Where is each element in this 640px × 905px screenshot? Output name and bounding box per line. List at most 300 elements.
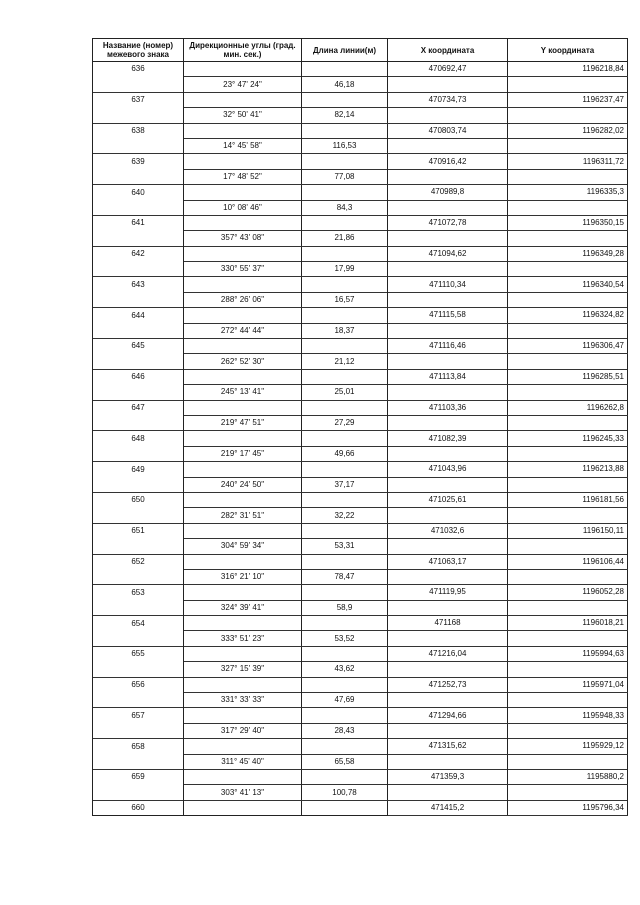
header-name: Название (номер) межевого знака: [93, 39, 184, 62]
y-coordinate-cell: 1196237,47: [508, 92, 628, 107]
empty-cell: [388, 138, 508, 153]
table-row: [93, 492, 628, 507]
line-length-cell: 27,29: [302, 415, 388, 430]
empty-cell: [93, 169, 184, 184]
empty-cell: [388, 508, 508, 523]
line-length-cell: 43,62: [302, 662, 388, 677]
empty-cell: [184, 123, 302, 138]
x-coordinate-cell: 471359,3: [388, 769, 508, 784]
y-coordinate-cell: 1196306,47: [508, 339, 628, 354]
empty-cell: [388, 77, 508, 92]
y-coordinate-cell: 1196052,28: [508, 585, 628, 600]
point-name-cell: 647: [93, 400, 184, 415]
direction-angle-cell: 303° 41' 13": [184, 785, 302, 800]
line-length-cell: 16,57: [302, 292, 388, 307]
empty-cell: [508, 323, 628, 338]
table-row: [93, 62, 628, 77]
empty-cell: [93, 600, 184, 615]
table-row: [93, 739, 628, 754]
y-coordinate-cell: 1196181,56: [508, 492, 628, 507]
line-length-cell: 78,47: [302, 569, 388, 584]
point-name-cell: 652: [93, 554, 184, 569]
empty-cell: [388, 600, 508, 615]
empty-cell: [93, 231, 184, 246]
direction-angle-cell: 17° 48' 52": [184, 169, 302, 184]
empty-cell: [508, 723, 628, 738]
direction-angle-cell: 14° 45' 58": [184, 138, 302, 153]
x-coordinate-cell: 470989,8: [388, 185, 508, 200]
empty-cell: [388, 477, 508, 492]
empty-cell: [302, 154, 388, 169]
x-coordinate-cell: 470916,42: [388, 154, 508, 169]
empty-cell: [508, 200, 628, 215]
table-row: [93, 800, 628, 815]
empty-cell: [93, 200, 184, 215]
direction-angle-cell: 288° 26' 06": [184, 292, 302, 307]
y-coordinate-cell: 1196311,72: [508, 154, 628, 169]
header-angle: Дирекционные углы (град. мин. сек.): [184, 39, 302, 62]
empty-cell: [508, 169, 628, 184]
empty-cell: [93, 631, 184, 646]
empty-cell: [184, 800, 302, 815]
empty-cell: [508, 508, 628, 523]
x-coordinate-cell: 471032,6: [388, 523, 508, 538]
empty-cell: [93, 446, 184, 461]
empty-cell: [388, 292, 508, 307]
empty-cell: [508, 477, 628, 492]
x-coordinate-cell: 471252,73: [388, 677, 508, 692]
line-length-cell: 84,3: [302, 200, 388, 215]
table-row: [93, 569, 628, 584]
direction-angle-cell: 331° 33' 33": [184, 693, 302, 708]
y-coordinate-cell: 1195994,63: [508, 646, 628, 661]
point-name-cell: 660: [93, 800, 184, 815]
empty-cell: [93, 785, 184, 800]
y-coordinate-cell: 1196282,02: [508, 123, 628, 138]
direction-angle-cell: 330° 55' 37": [184, 262, 302, 277]
empty-cell: [184, 585, 302, 600]
empty-cell: [302, 800, 388, 815]
direction-angle-cell: 262° 52' 30": [184, 354, 302, 369]
x-coordinate-cell: 471025,61: [388, 492, 508, 507]
table-row: [93, 308, 628, 323]
table-row: [93, 769, 628, 784]
direction-angle-cell: 327° 15' 39": [184, 662, 302, 677]
empty-cell: [302, 616, 388, 631]
empty-cell: [302, 554, 388, 569]
boundary-coordinates-table: [92, 38, 628, 816]
header-x: X координата: [388, 39, 508, 62]
y-coordinate-cell: 1196245,33: [508, 431, 628, 446]
empty-cell: [184, 492, 302, 507]
point-name-cell: 646: [93, 369, 184, 384]
empty-cell: [388, 693, 508, 708]
empty-cell: [388, 231, 508, 246]
empty-cell: [302, 431, 388, 446]
empty-cell: [184, 154, 302, 169]
empty-cell: [302, 246, 388, 261]
empty-cell: [388, 662, 508, 677]
empty-cell: [184, 769, 302, 784]
point-name-cell: 643: [93, 277, 184, 292]
table-row: [93, 231, 628, 246]
table-header-row: [93, 39, 628, 62]
line-length-cell: 47,69: [302, 693, 388, 708]
table-row: [93, 631, 628, 646]
empty-cell: [184, 523, 302, 538]
table-row: [93, 523, 628, 538]
empty-cell: [388, 108, 508, 123]
y-coordinate-cell: 1196350,15: [508, 215, 628, 230]
table-row: [93, 446, 628, 461]
empty-cell: [93, 323, 184, 338]
line-length-cell: 18,37: [302, 323, 388, 338]
direction-angle-cell: 219° 17' 45": [184, 446, 302, 461]
x-coordinate-cell: 471094,62: [388, 246, 508, 261]
table-row: [93, 616, 628, 631]
table-row: [93, 200, 628, 215]
table-row: [93, 339, 628, 354]
direction-angle-cell: 282° 31' 51": [184, 508, 302, 523]
empty-cell: [93, 262, 184, 277]
line-length-cell: 82,14: [302, 108, 388, 123]
empty-cell: [93, 539, 184, 554]
empty-cell: [508, 108, 628, 123]
point-name-cell: 638: [93, 123, 184, 138]
table-row: [93, 600, 628, 615]
table-row: [93, 677, 628, 692]
point-name-cell: 648: [93, 431, 184, 446]
y-coordinate-cell: 1196285,51: [508, 369, 628, 384]
empty-cell: [302, 677, 388, 692]
empty-cell: [508, 354, 628, 369]
empty-cell: [302, 215, 388, 230]
y-coordinate-cell: 1195948,33: [508, 708, 628, 723]
x-coordinate-cell: 471103,36: [388, 400, 508, 415]
empty-cell: [184, 708, 302, 723]
empty-cell: [302, 339, 388, 354]
empty-cell: [93, 754, 184, 769]
empty-cell: [302, 369, 388, 384]
line-length-cell: 53,52: [302, 631, 388, 646]
line-length-cell: 46,18: [302, 77, 388, 92]
direction-angle-cell: 324° 39' 41": [184, 600, 302, 615]
empty-cell: [388, 200, 508, 215]
empty-cell: [302, 185, 388, 200]
empty-cell: [93, 723, 184, 738]
empty-cell: [508, 231, 628, 246]
table-row: [93, 123, 628, 138]
direction-angle-cell: 272° 44' 44": [184, 323, 302, 338]
empty-cell: [302, 523, 388, 538]
empty-cell: [388, 169, 508, 184]
x-coordinate-cell: 470692,47: [388, 62, 508, 77]
direction-angle-cell: 311° 45' 40": [184, 754, 302, 769]
point-name-cell: 642: [93, 246, 184, 261]
point-name-cell: 640: [93, 185, 184, 200]
empty-cell: [508, 662, 628, 677]
point-name-cell: 645: [93, 339, 184, 354]
line-length-cell: 28,43: [302, 723, 388, 738]
table-row: [93, 662, 628, 677]
table-row: [93, 77, 628, 92]
table-row: [93, 415, 628, 430]
line-length-cell: 32,22: [302, 508, 388, 523]
y-coordinate-cell: 1196150,11: [508, 523, 628, 538]
empty-cell: [184, 215, 302, 230]
empty-cell: [508, 292, 628, 307]
table-row: [93, 108, 628, 123]
empty-cell: [302, 492, 388, 507]
empty-cell: [93, 662, 184, 677]
point-name-cell: 650: [93, 492, 184, 507]
empty-cell: [302, 646, 388, 661]
empty-cell: [302, 585, 388, 600]
x-coordinate-cell: 471315,62: [388, 739, 508, 754]
y-coordinate-cell: 1196218,84: [508, 62, 628, 77]
empty-cell: [184, 92, 302, 107]
table-row: [93, 477, 628, 492]
y-coordinate-cell: 1196213,88: [508, 462, 628, 477]
empty-cell: [93, 385, 184, 400]
point-name-cell: 644: [93, 308, 184, 323]
table-row: [93, 246, 628, 261]
empty-cell: [508, 77, 628, 92]
table-row: [93, 585, 628, 600]
empty-cell: [184, 462, 302, 477]
point-name-cell: 637: [93, 92, 184, 107]
table-row: [93, 262, 628, 277]
table-row: [93, 785, 628, 800]
direction-angle-cell: 357° 43' 08": [184, 231, 302, 246]
x-coordinate-cell: 471415,2: [388, 800, 508, 815]
line-length-cell: 58,9: [302, 600, 388, 615]
empty-cell: [302, 708, 388, 723]
x-coordinate-cell: 471116,46: [388, 339, 508, 354]
y-coordinate-cell: 1196106,44: [508, 554, 628, 569]
table-row: [93, 646, 628, 661]
y-coordinate-cell: 1196335,3: [508, 185, 628, 200]
empty-cell: [184, 431, 302, 446]
direction-angle-cell: 333° 51' 23": [184, 631, 302, 646]
empty-cell: [184, 400, 302, 415]
empty-cell: [93, 292, 184, 307]
table-row: [93, 323, 628, 338]
empty-cell: [184, 308, 302, 323]
empty-cell: [388, 631, 508, 646]
empty-cell: [388, 385, 508, 400]
table-row: [93, 693, 628, 708]
empty-cell: [184, 185, 302, 200]
empty-cell: [93, 415, 184, 430]
empty-cell: [388, 569, 508, 584]
table-row: [93, 539, 628, 554]
line-length-cell: 25,01: [302, 385, 388, 400]
direction-angle-cell: 219° 47' 51": [184, 415, 302, 430]
x-coordinate-cell: 471063,17: [388, 554, 508, 569]
empty-cell: [184, 369, 302, 384]
table-row: [93, 708, 628, 723]
x-coordinate-cell: 471115,58: [388, 308, 508, 323]
empty-cell: [184, 246, 302, 261]
empty-cell: [388, 354, 508, 369]
y-coordinate-cell: 1196349,28: [508, 246, 628, 261]
line-length-cell: 17,99: [302, 262, 388, 277]
x-coordinate-cell: 470803,74: [388, 123, 508, 138]
empty-cell: [388, 539, 508, 554]
x-coordinate-cell: 471216,04: [388, 646, 508, 661]
empty-cell: [184, 677, 302, 692]
line-length-cell: 49,66: [302, 446, 388, 461]
x-coordinate-cell: 471119,95: [388, 585, 508, 600]
x-coordinate-cell: 471168: [388, 616, 508, 631]
table-row: [93, 754, 628, 769]
empty-cell: [508, 569, 628, 584]
empty-cell: [93, 354, 184, 369]
empty-cell: [388, 723, 508, 738]
y-coordinate-cell: 1195929,12: [508, 739, 628, 754]
table-row: [93, 138, 628, 153]
y-coordinate-cell: 1195880,2: [508, 769, 628, 784]
x-coordinate-cell: 471294,66: [388, 708, 508, 723]
point-name-cell: 641: [93, 215, 184, 230]
line-length-cell: 37,17: [302, 477, 388, 492]
line-length-cell: 53,31: [302, 539, 388, 554]
empty-cell: [302, 62, 388, 77]
direction-angle-cell: 304° 59' 34": [184, 539, 302, 554]
empty-cell: [302, 123, 388, 138]
empty-cell: [184, 277, 302, 292]
point-name-cell: 649: [93, 462, 184, 477]
empty-cell: [388, 785, 508, 800]
empty-cell: [93, 508, 184, 523]
empty-cell: [93, 693, 184, 708]
point-name-cell: 658: [93, 739, 184, 754]
table-row: [93, 277, 628, 292]
y-coordinate-cell: 1195971,04: [508, 677, 628, 692]
table-row: [93, 554, 628, 569]
empty-cell: [388, 415, 508, 430]
empty-cell: [93, 138, 184, 153]
empty-cell: [508, 262, 628, 277]
x-coordinate-cell: 471110,34: [388, 277, 508, 292]
empty-cell: [508, 415, 628, 430]
table-row: [93, 723, 628, 738]
empty-cell: [388, 446, 508, 461]
empty-cell: [93, 77, 184, 92]
line-length-cell: 77,08: [302, 169, 388, 184]
empty-cell: [302, 462, 388, 477]
point-name-cell: 654: [93, 616, 184, 631]
table-row: [93, 92, 628, 107]
coordinates-sheet: [92, 38, 627, 816]
empty-cell: [508, 631, 628, 646]
direction-angle-cell: 10° 08' 46": [184, 200, 302, 215]
table-row: [93, 369, 628, 384]
empty-cell: [184, 339, 302, 354]
table-row: [93, 385, 628, 400]
line-length-cell: 21,12: [302, 354, 388, 369]
empty-cell: [508, 539, 628, 554]
empty-cell: [508, 693, 628, 708]
empty-cell: [184, 554, 302, 569]
x-coordinate-cell: 471082,39: [388, 431, 508, 446]
empty-cell: [508, 385, 628, 400]
point-name-cell: 639: [93, 154, 184, 169]
point-name-cell: 653: [93, 585, 184, 600]
direction-angle-cell: 317° 29' 40": [184, 723, 302, 738]
table-row: [93, 292, 628, 307]
direction-angle-cell: 245° 13' 41": [184, 385, 302, 400]
point-name-cell: 636: [93, 62, 184, 77]
table-row: [93, 462, 628, 477]
point-name-cell: 655: [93, 646, 184, 661]
header-length: Длина линии(м): [302, 39, 388, 62]
empty-cell: [93, 569, 184, 584]
table-body: [93, 62, 628, 816]
line-length-cell: 21,86: [302, 231, 388, 246]
table-row: [93, 431, 628, 446]
empty-cell: [302, 92, 388, 107]
table-row: [93, 185, 628, 200]
empty-cell: [184, 62, 302, 77]
direction-angle-cell: 316° 21' 10": [184, 569, 302, 584]
table-row: [93, 508, 628, 523]
point-name-cell: 657: [93, 708, 184, 723]
direction-angle-cell: 23° 47' 24": [184, 77, 302, 92]
line-length-cell: 65,58: [302, 754, 388, 769]
empty-cell: [93, 108, 184, 123]
x-coordinate-cell: 471043,96: [388, 462, 508, 477]
point-name-cell: 659: [93, 769, 184, 784]
header-y: Y координата: [508, 39, 628, 62]
empty-cell: [508, 754, 628, 769]
empty-cell: [302, 308, 388, 323]
empty-cell: [302, 277, 388, 292]
y-coordinate-cell: 1195796,34: [508, 800, 628, 815]
line-length-cell: 100,78: [302, 785, 388, 800]
empty-cell: [184, 739, 302, 754]
line-length-cell: 116,53: [302, 138, 388, 153]
y-coordinate-cell: 1196340,54: [508, 277, 628, 292]
empty-cell: [302, 400, 388, 415]
empty-cell: [508, 138, 628, 153]
empty-cell: [184, 616, 302, 631]
empty-cell: [93, 477, 184, 492]
empty-cell: [302, 739, 388, 754]
empty-cell: [508, 446, 628, 461]
table-row: [93, 154, 628, 169]
point-name-cell: 651: [93, 523, 184, 538]
table-row: [93, 354, 628, 369]
empty-cell: [184, 646, 302, 661]
table-row: [93, 169, 628, 184]
empty-cell: [508, 785, 628, 800]
empty-cell: [302, 769, 388, 784]
empty-cell: [388, 262, 508, 277]
direction-angle-cell: 32° 50' 41": [184, 108, 302, 123]
y-coordinate-cell: 1196018,21: [508, 616, 628, 631]
y-coordinate-cell: 1196324,82: [508, 308, 628, 323]
point-name-cell: 656: [93, 677, 184, 692]
x-coordinate-cell: 470734,73: [388, 92, 508, 107]
x-coordinate-cell: 471072,78: [388, 215, 508, 230]
empty-cell: [388, 323, 508, 338]
table-row: [93, 215, 628, 230]
y-coordinate-cell: 1196262,8: [508, 400, 628, 415]
empty-cell: [388, 754, 508, 769]
table-row: [93, 400, 628, 415]
